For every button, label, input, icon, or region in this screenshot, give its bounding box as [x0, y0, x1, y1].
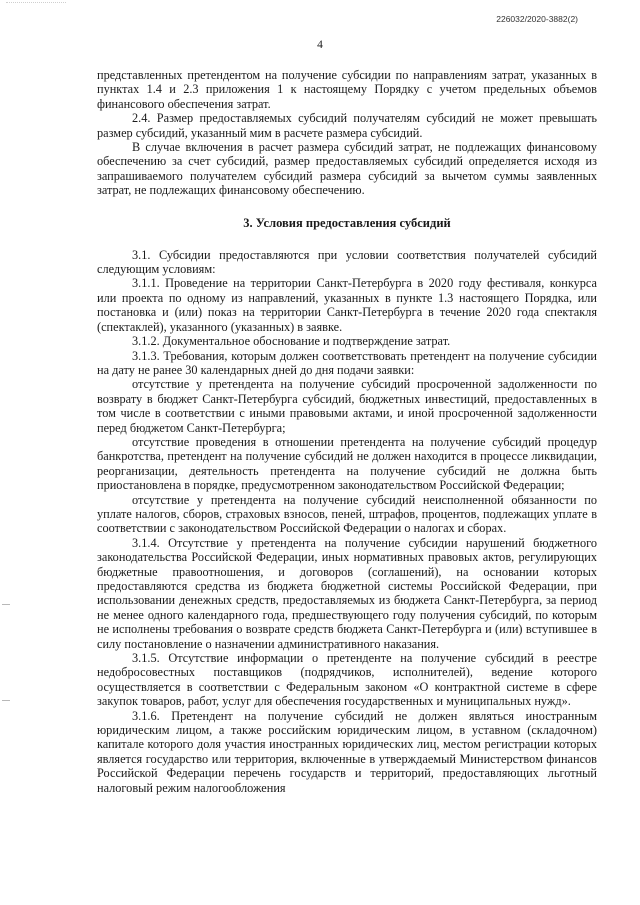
paragraph: отсутствие проведения в отношении претендента на получение субсидий процедур банкротства, претендент на получение субсидий не должен находится в процессе ликвидации, реорганизации, деятельность претендента на получение субсидий не должна быть приостановлена в порядке, предусмотренном законодательством Российской Федерации; — [97, 434, 597, 493]
paragraph: отсутствие у претендента на получение субсидий просроченной задолженности по возврату в бюджет Санкт-Петербурга субсидий, бюджетных инвестиций, предоставленных в том числе в соответствии с иными правовыми актами, и иной просроченной задолженности перед бюджетом Санкт-Петербурга; — [97, 377, 597, 435]
document-id: 226032/2020-3882(2) — [496, 14, 578, 24]
paragraph: 3.1.1. Проведение на территории Санкт-Петербурга в 2020 году фестиваля, конкурса или проекта по одному из направлений, указанных в пункте 1.3 настоящего Порядка, или постановка и (или) показ на территории Санкт-Петербурга в течение 2020 года спектакля (спектаклей), указанного (указанных) в заявке. — [97, 276, 597, 334]
paragraph: 3.1. Субсидии предоставляются при условии соответствия получателей субсидий следующим условиям: — [97, 247, 597, 277]
paragraph: 3.1.3. Требования, которым должен соответствовать претендент на получение субсидии на дату не ранее 30 календарных дней до дня подачи заявки: — [97, 348, 597, 377]
margin-mark — [2, 700, 10, 701]
paragraph: 3.1.6. Претендент на получение субсидий не должен являться иностранным юридическим лицом, а также российским юридическим лицом, в уставном (складочном) капитале которого доля участия иностранных юридических лиц, местом регистрации которых является государство или территория, включенные в утверждаемый Министерством финансов Российской Федерации перечень государств и территорий, предоставляющих льготный налоговый режим налогообложения — [97, 708, 597, 795]
paragraph: отсутствие у претендента на получение субсидий неисполненной обязанности по уплате налогов, сборов, страховых взносов, пеней, штрафов, процентов, подлежащих уплате в соответствии с законодательством Российской Федерации о налогах и сборах. — [97, 492, 597, 536]
page-number: 4 — [317, 39, 323, 51]
paragraph: представленных претендентом на получение субсидии по направлениям затрат, указанных в пунктах 1.4 и 2.3 приложения 1 к настоящему Порядку с учетом предельных объемов финансового обеспечения затрат. — [97, 68, 597, 111]
document-body — [97, 68, 597, 795]
scan-artifact — [6, 2, 66, 6]
paragraph: 2.4. Размер предоставляемых субсидий получателям субсидий не может превышать размер субсидий, указанный мим в расчете размера субсидий. — [97, 111, 597, 140]
section-title: 3. Условия предоставления субсидий — [243, 215, 451, 230]
paragraph: 3.1.5. Отсутствие информации о претенденте на получение субсидий в реестре недобросовестных поставщиков (подрядчиков, исполнителей), ведение которого осуществляется в соответствии с Федеральным законом «О контрактной системе в сфере закупок товаров, работ, услуг для обеспечения государственных и муниципальных нужд». — [97, 651, 597, 709]
paragraph: 3.1.4. Отсутствие у претендента на получение субсидии нарушений бюджетного законодательства Российской Федерации, иных нормативных правовых актов, регулирующих бюджетные правоотношения, и договоров (соглашений), на основании которых предоставляются средства из бюджета бюджетной системы Российской Федерации, при использовании денежных средств, предоставляемых из бюджета Санкт-Петербурга, за период не менее одного календарного года, предшествующего году получения субсидий, по которым не исполнены требования о возврате средств бюджета Санкт-Петербурга и (или) вступившее в силу постановление о назначении административного наказания. — [97, 535, 597, 651]
paragraph: В случае включения в расчет размера субсидий затрат, не подлежащих финансовому обеспечению за счет субсидий, размер предоставляемых субсидий определяется исходя из запрашиваемого получателем субсидий размера субсидий за вычетом суммы заявленных затрат, не подлежащих финансовому обеспечению. — [97, 140, 597, 198]
paragraph: 3.1.2. Документальное обоснование и подтверждение затрат. — [132, 334, 451, 349]
margin-mark — [2, 604, 10, 605]
